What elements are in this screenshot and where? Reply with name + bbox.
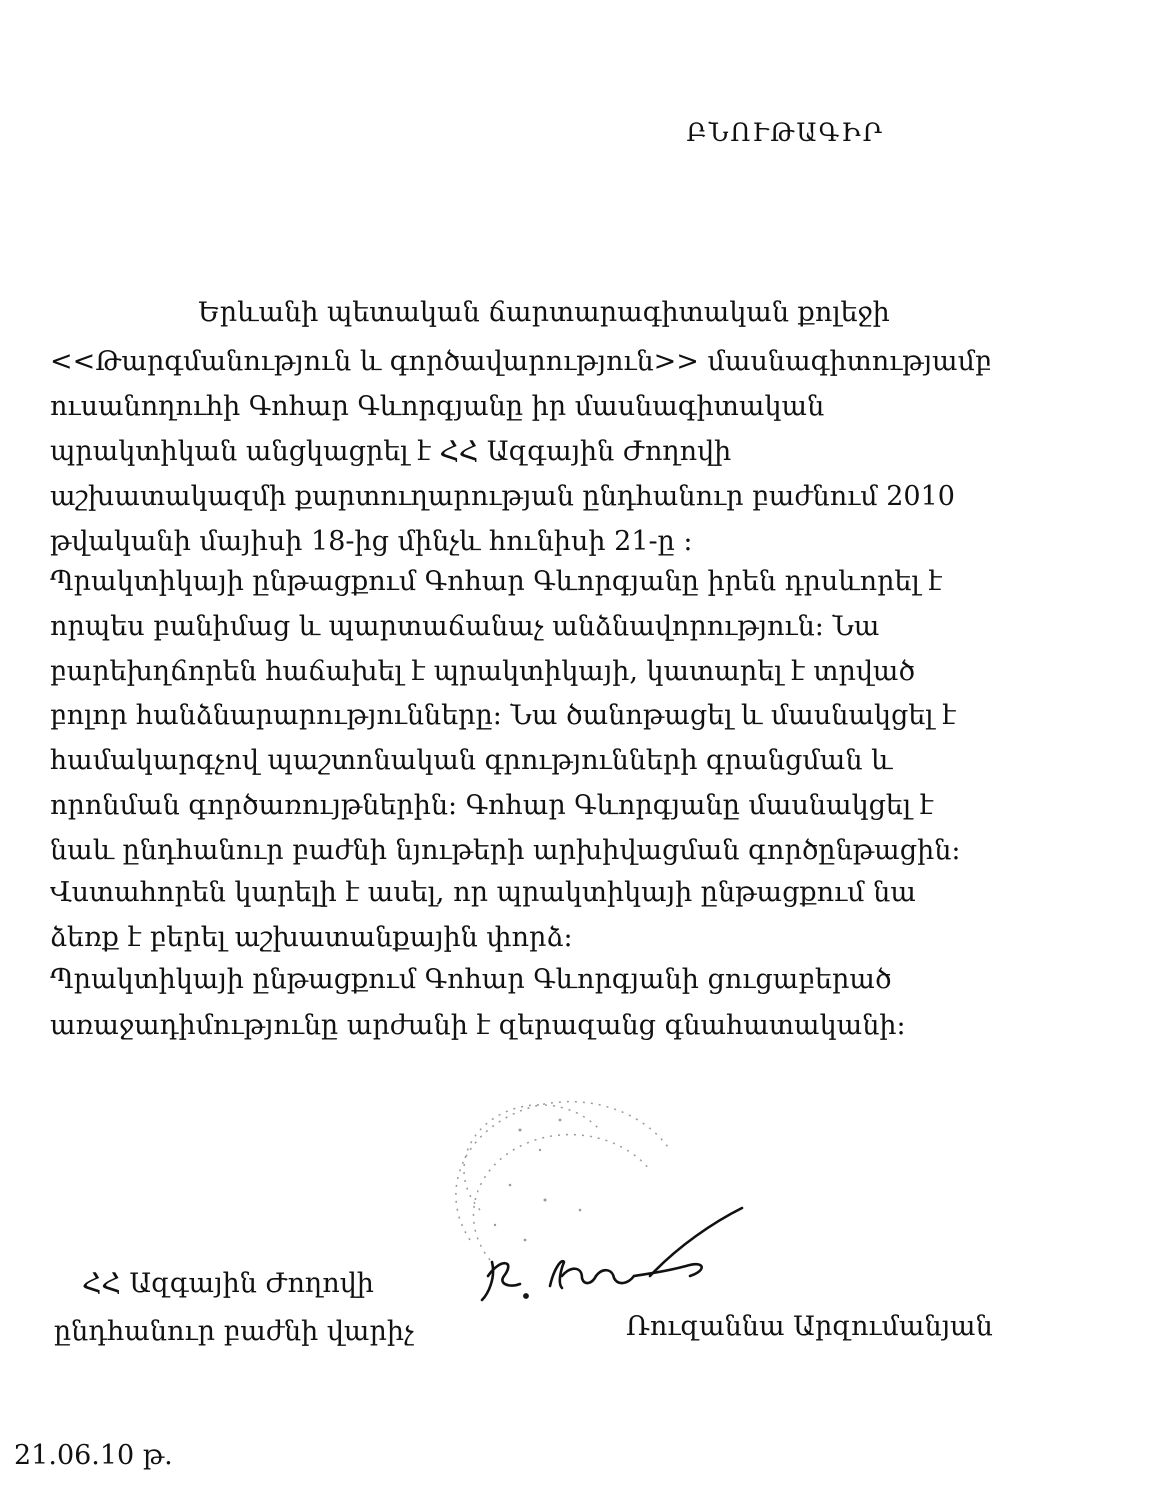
body-line-1: Երևանի պետական ճարտարագիտական քոլեջի <box>198 297 890 328</box>
body-line-2: <<Թարգմանություն և գործավարություն>> մասնագիտությամբ <box>50 346 992 377</box>
body-line-17: առաջադիմությունը արժանի է զերազանց գնահատականի: <box>50 1010 906 1041</box>
body-line-11: համակարգչով պաշտոնական գրությունների գրանցման և <box>50 745 893 776</box>
body-line-3: ուսանողուհի Գոհար Գևորգյանը իր մասնագիտական <box>50 391 825 422</box>
signatory-position-line-1: ՀՀ Ազգային Ժողովի <box>82 1268 374 1299</box>
stamp-and-signature-icon <box>450 1090 750 1320</box>
body-line-10: բոլոր հանձնարարությունները: Նա ծանոթացել և մասնակցել է <box>50 700 956 731</box>
body-line-13: նաև ընդհանուր բաժնի նյութերի արխիվացման գործընթացին: <box>50 835 961 866</box>
body-line-5: աշխատակազմի քարտուղարության ընդհանուր բաժնում 2010 <box>50 481 955 512</box>
body-line-12: որոնման գործառույթներին: Գոհար Գևորգյանը մասնակցել է <box>50 790 934 821</box>
body-line-14: Վստահորեն կարելի է ասել, որ պրակտիկայի ընթացքում նա <box>50 877 916 908</box>
body-line-15: ձեռք է բերել աշխատանքային փորձ: <box>50 922 573 953</box>
body-line-9: բարեխղճորեն հաճախել է պրակտիկայի, կատարել է տրված <box>50 656 916 687</box>
body-line-16: Պրակտիկայի ընթացքում Գոհար Գևորգյանի ցուցաբերած <box>50 964 892 995</box>
document-title: ԲՆՈՒԹԱԳԻՐ <box>686 118 884 147</box>
body-line-8: որպես բանիմաց և պարտաճանաչ անձնավորություն: Նա <box>50 611 880 642</box>
body-line-7: Պրակտիկայի ընթացքում Գոհար Գևորգյանը իրեն դրսևորել է <box>50 566 943 597</box>
body-line-4: պրակտիկան անցկացրել է ՀՀ Ազգային Ժողովի <box>50 436 732 467</box>
document-date: 21.06.10 թ. <box>14 1440 173 1471</box>
signatory-position-line-2: ընդհանուր բաժնի վարիչ <box>54 1316 414 1347</box>
signatory-name: Ռուզաննա Արզումանյան <box>626 1311 993 1342</box>
body-line-6: թվականի մայիսի 18-ից մինչև հունիսի 21-ը : <box>50 526 693 557</box>
